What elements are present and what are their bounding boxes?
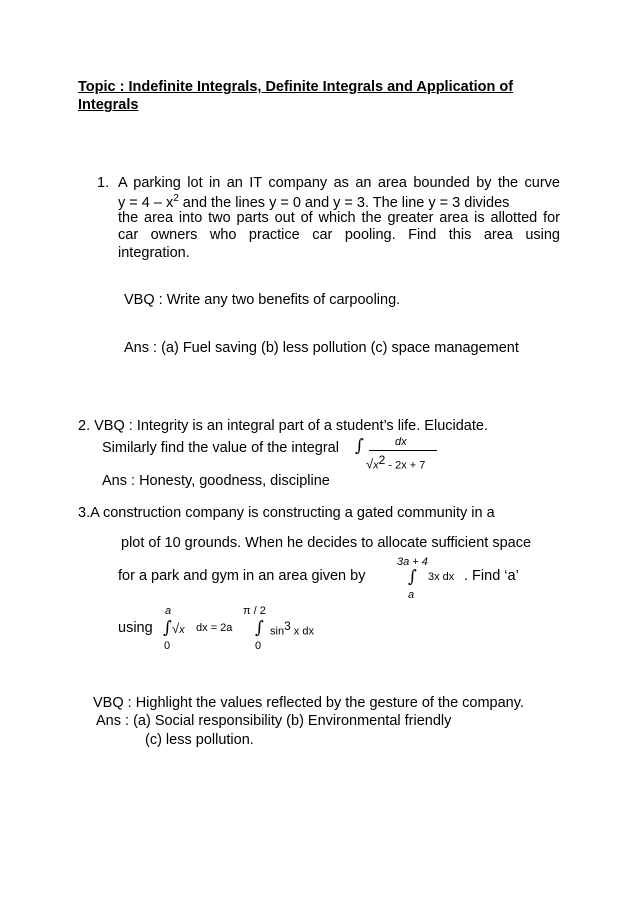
q1-line1: A parking lot in an IT company as an area bounded by the curve [118, 175, 560, 191]
topic-title-line1: Topic : Indefinite Integrals, Definite Integrals and Application of [78, 79, 514, 95]
q2-integral-sign: ∫ [355, 436, 364, 456]
q1-number: 1. [97, 175, 110, 191]
q2-fraction-bar [369, 450, 437, 451]
q3-vbq: VBQ : Highlight the values reflected by the gesture of the company. [93, 695, 524, 711]
q3-line1: 3.A construction company is constructing a gated community in a [78, 505, 495, 521]
q2-text: Similarly find the value of the integral [102, 440, 339, 456]
q3-lower-limit: a [408, 589, 415, 601]
q3-answer-line2: (c) less pollution. [145, 732, 254, 748]
q2-vbq: 2. VBQ : Integrity is an integral part of a student’s life. Elucidate. [78, 418, 488, 434]
q1-vbq: VBQ : Write any two benefits of carpooling. [124, 292, 401, 308]
q3-using-sqrt: √x [172, 621, 185, 636]
q2-answer: Ans : Honesty, goodness, discipline [102, 473, 330, 489]
q1-line5: integration. [118, 245, 190, 261]
topic-title-line2: Integrals [78, 97, 139, 113]
q1-line4: car owners who practice car pooling. Find this area using [118, 227, 560, 243]
q2-denominator: $√x^2 - 2x + 7$ [366, 453, 426, 472]
q3-line2: plot of 10 grounds. When he decides to allocate sufficient space [121, 535, 532, 551]
q3-using-upper1: a [165, 605, 172, 617]
q3-using-integral2: ∫ [255, 618, 264, 638]
q3-integral-sign: ∫ [408, 567, 417, 587]
q3-find-a: . Find ‘a’ [464, 568, 519, 584]
q3-using-sin: $\sin^3 x$ dx [270, 619, 314, 638]
q3-using-label: using [118, 620, 153, 636]
q3-using-lower1: 0 [164, 640, 171, 652]
q1-answer: Ans : (a) Fuel saving (b) less pollution (c) space management [124, 340, 519, 356]
q3-using-lower2: 0 [255, 640, 262, 652]
q3-using-integral1: ∫ [163, 618, 172, 638]
q3-integrand: 3x dx [428, 571, 455, 583]
q1-line2: $y = 4 - x^2$ and the lines y = 0 and y = 3. The line y = 3 divides [118, 193, 510, 211]
q2-numerator: dx [395, 436, 407, 448]
q3-upper-limit: 3a + 4 [397, 556, 428, 568]
q3-line3: for a park and gym in an area given by [118, 568, 366, 584]
q1-line3: the area into two parts out of which the greater area is allotted for [118, 210, 560, 226]
q3-answer-line1: Ans : (a) Social responsibility (b) Environmental friendly [96, 713, 452, 729]
q3-using-upper2: π / 2 [243, 605, 266, 617]
q3-using-mid: dx = 2a [196, 622, 233, 634]
